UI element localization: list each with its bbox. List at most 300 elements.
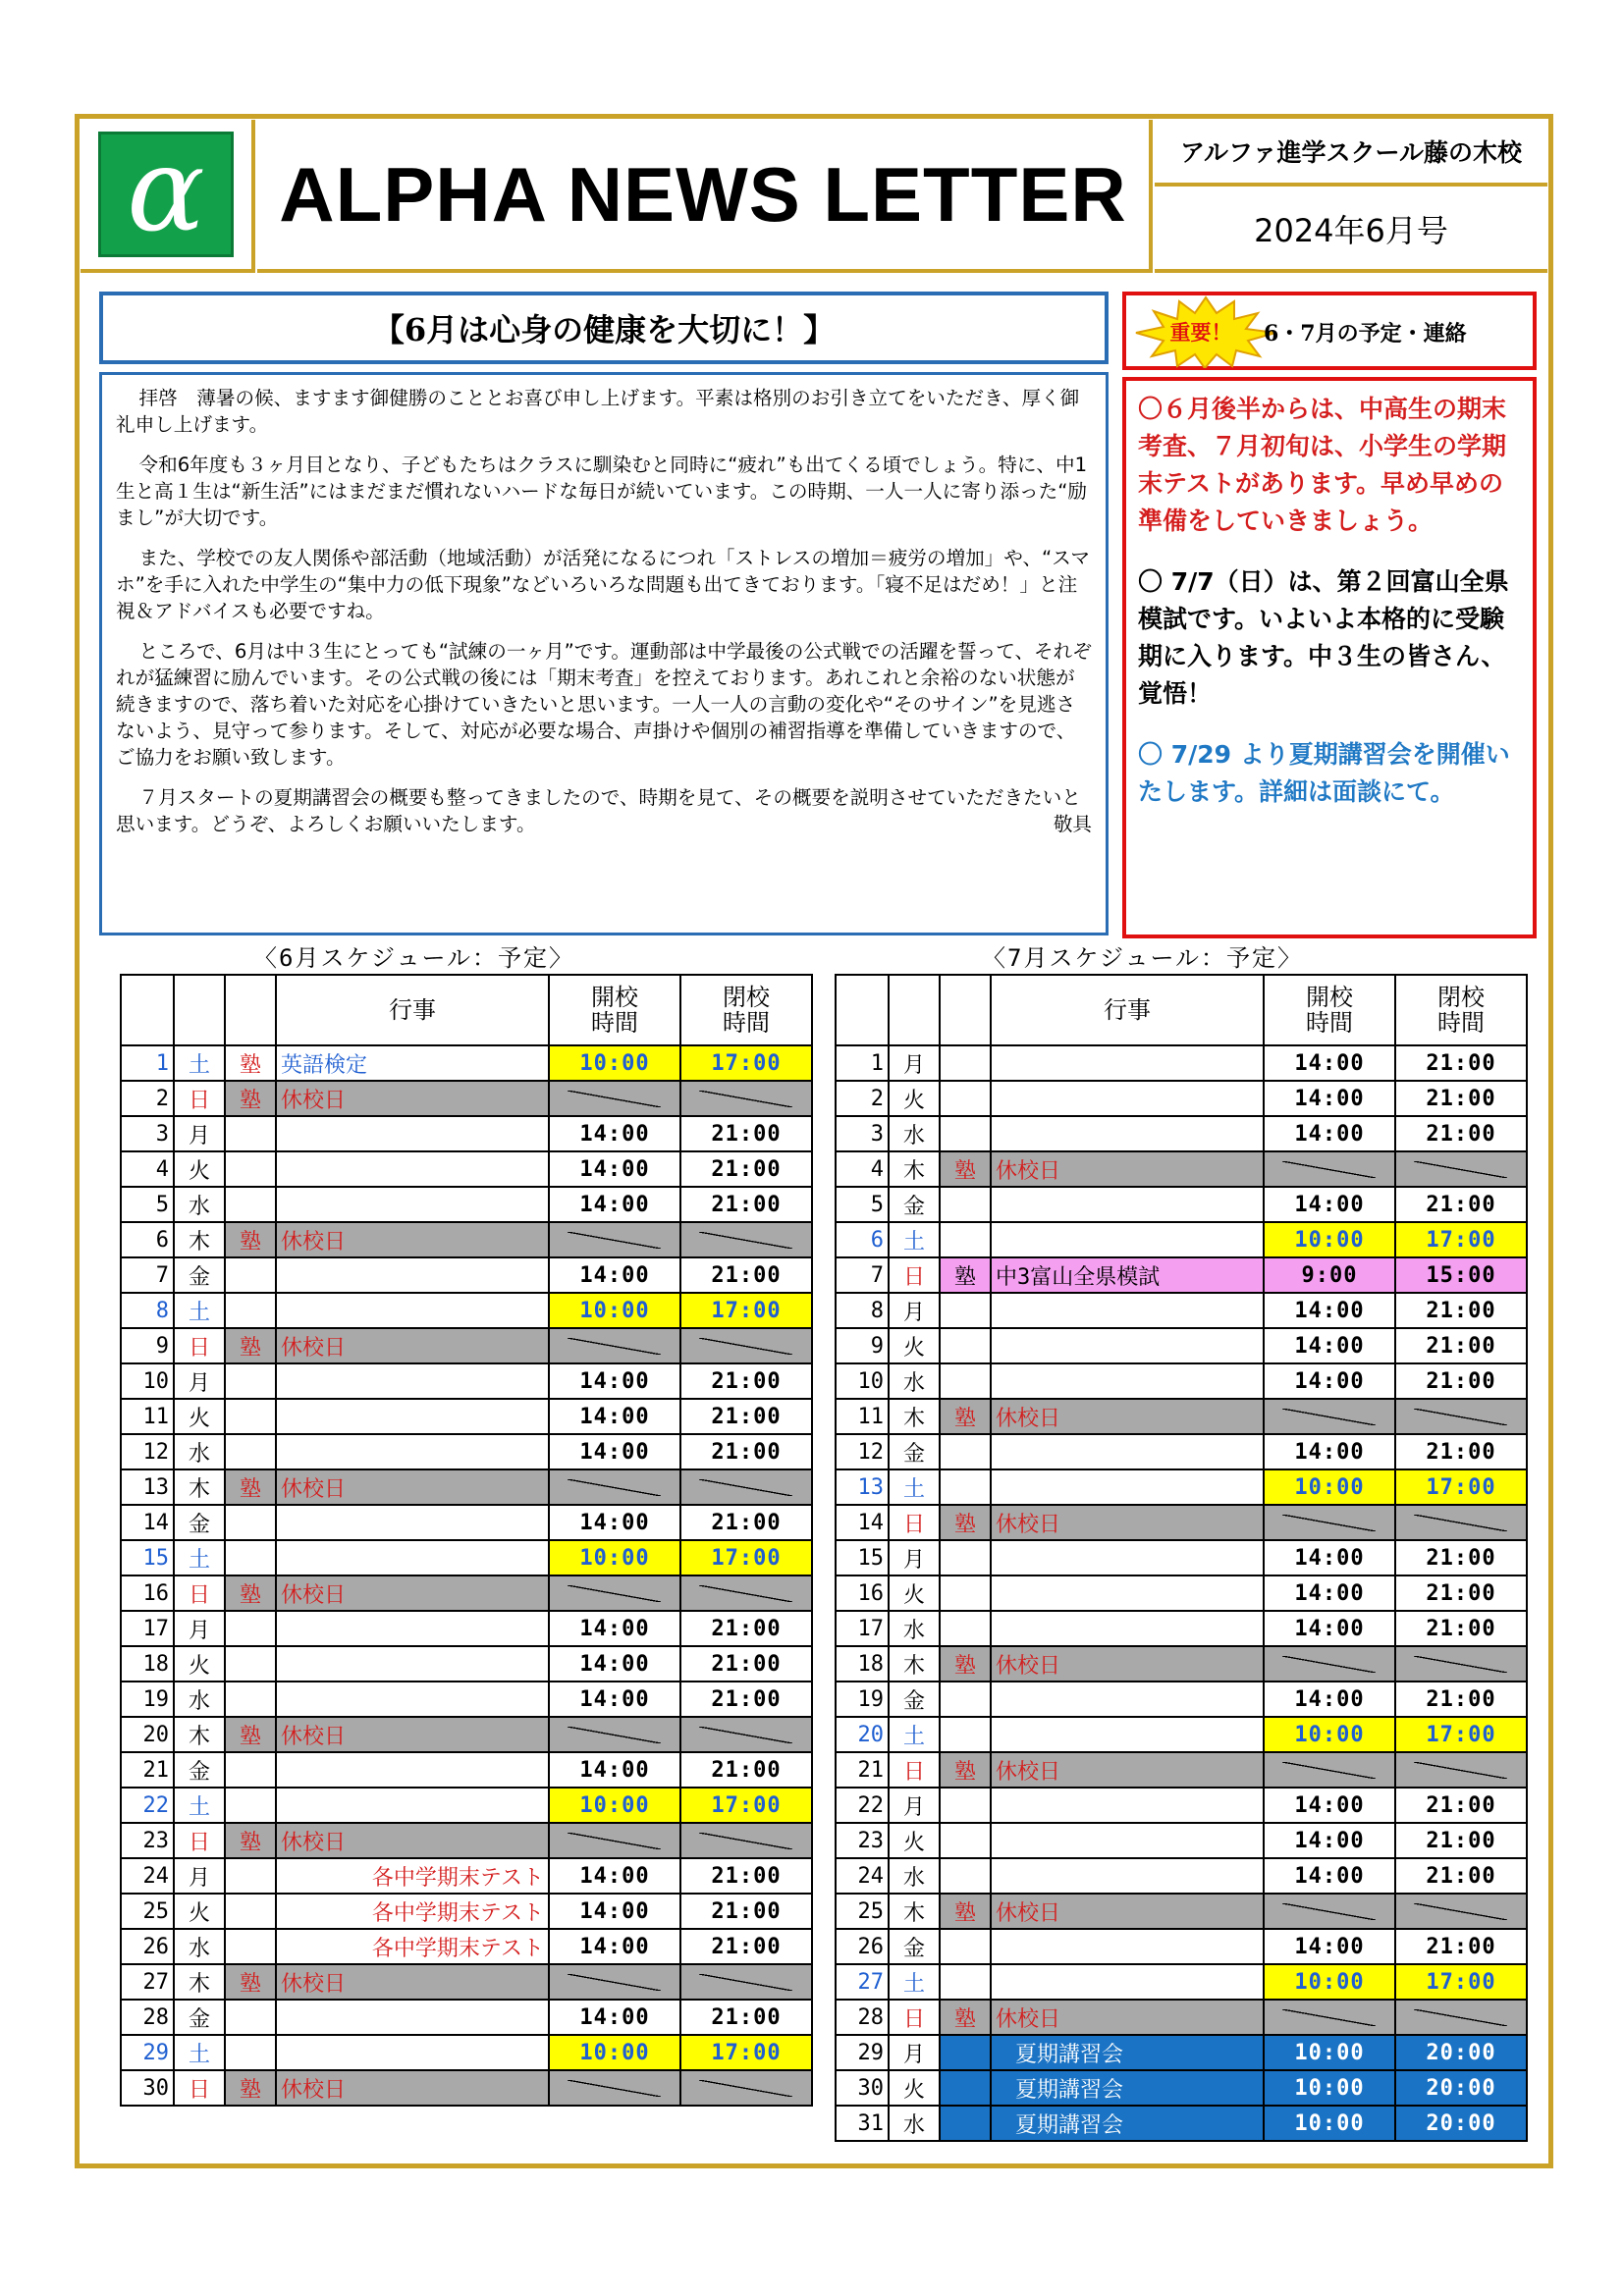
event-cell [276, 1257, 549, 1293]
event-cell: 休校日 [276, 2070, 549, 2106]
weekday-cell: 金 [174, 1505, 225, 1540]
title-cell [257, 120, 1153, 273]
close-time-cell: 21:00 [680, 1151, 812, 1187]
close-time-cell [1395, 1894, 1527, 1929]
table-row [836, 1116, 1527, 1151]
close-time-cell [680, 2070, 812, 2106]
table-row [121, 1929, 812, 1964]
day-cell: 10 [121, 1363, 174, 1399]
day-cell: 17 [836, 1611, 889, 1646]
juku-cell [940, 1611, 991, 1646]
event-cell: 休校日 [276, 1081, 549, 1116]
table-row [836, 1328, 1527, 1363]
event-cell: 休校日 [991, 1752, 1264, 1788]
table-row [836, 1964, 1527, 2000]
day-cell: 28 [836, 2000, 889, 2035]
juku-cell [225, 1434, 276, 1469]
close-time-cell: 21:00 [1395, 1823, 1527, 1858]
juku-cell [225, 1257, 276, 1293]
day-cell: 11 [121, 1399, 174, 1434]
juku-cell [225, 1929, 276, 1964]
close-time-cell: 21:00 [1395, 1116, 1527, 1151]
weekday-cell: 土 [174, 1293, 225, 1328]
open-time-cell: 14:00 [549, 2000, 680, 2035]
event-cell: 休校日 [276, 1823, 549, 1858]
table-row [836, 1363, 1527, 1399]
close-time-cell: 17:00 [680, 1540, 812, 1575]
table-row [836, 2106, 1527, 2141]
table-row [836, 1469, 1527, 1505]
weekday-cell: 月 [889, 1045, 940, 1081]
table-row [836, 1858, 1527, 1894]
juku-cell: 塾 [225, 1081, 276, 1116]
day-cell: 1 [836, 1045, 889, 1081]
juku-cell [940, 1964, 991, 2000]
open-time-cell: 14:00 [1264, 1611, 1395, 1646]
juku-cell [940, 1328, 991, 1363]
event-cell: 英語検定 [276, 1045, 549, 1081]
weekday-cell: 土 [174, 1788, 225, 1823]
open-time-cell: 14:00 [1264, 1293, 1395, 1328]
weekday-cell: 木 [174, 1717, 225, 1752]
open-time-cell: 14:00 [549, 1116, 680, 1151]
juku-cell [940, 1717, 991, 1752]
juku-cell: 塾 [940, 1752, 991, 1788]
day-cell: 3 [836, 1116, 889, 1151]
close-time-cell: 21:00 [680, 1399, 812, 1434]
day-cell: 28 [121, 2000, 174, 2035]
day-cell: 25 [121, 1894, 174, 1929]
closing-word: 敬具 [1053, 813, 1092, 835]
header-event: 行事 [276, 975, 549, 1045]
event-cell [276, 1611, 549, 1646]
weekday-cell: 金 [174, 2000, 225, 2035]
table-row [836, 1823, 1527, 1858]
notice-item: 〇６月後半からは、中高生の期末考査、７月初旬は、小学生の学期末テストがあります。早め早めの準備をしていきましょう。 [1138, 395, 1507, 535]
weekday-cell: 火 [174, 1894, 225, 1929]
table-row [121, 2070, 812, 2106]
table-row [836, 2070, 1527, 2106]
weekday-cell: 日 [889, 2000, 940, 2035]
close-time-cell: 21:00 [1395, 1363, 1527, 1399]
day-cell: 5 [836, 1187, 889, 1222]
table-row [121, 2000, 812, 2035]
weekday-cell: 土 [889, 1717, 940, 1752]
event-cell [991, 1858, 1264, 1894]
open-time-cell: 10:00 [549, 1293, 680, 1328]
juku-cell [940, 1575, 991, 1611]
weekday-cell: 火 [889, 1081, 940, 1116]
event-cell [276, 1505, 549, 1540]
juku-cell [940, 2070, 991, 2106]
day-cell: 29 [836, 2035, 889, 2070]
open-time-cell: 14:00 [549, 1399, 680, 1434]
event-cell [991, 1575, 1264, 1611]
close-time-cell: 17:00 [1395, 1717, 1527, 1752]
open-time-cell: 14:00 [1264, 1929, 1395, 1964]
juku-cell: 塾 [225, 1469, 276, 1505]
open-time-cell: 14:00 [1264, 1116, 1395, 1151]
event-cell: 休校日 [991, 1646, 1264, 1682]
day-cell: 13 [836, 1469, 889, 1505]
juku-cell [225, 1363, 276, 1399]
day-cell: 7 [121, 1257, 174, 1293]
juku-cell [940, 2106, 991, 2141]
juku-cell [225, 1788, 276, 1823]
weekday-cell: 水 [174, 1682, 225, 1717]
header-weekday [889, 975, 940, 1045]
july-schedule-table [835, 974, 1528, 2142]
day-cell: 12 [121, 1434, 174, 1469]
weekday-cell: 日 [174, 2070, 225, 2106]
close-time-cell: 15:00 [1395, 1257, 1527, 1293]
juku-cell: 塾 [225, 1045, 276, 1081]
close-time-cell [1395, 1505, 1527, 1540]
event-cell [991, 1222, 1264, 1257]
close-time-cell: 21:00 [680, 1646, 812, 1682]
close-time-cell: 20:00 [1395, 2070, 1527, 2106]
close-time-cell [680, 1469, 812, 1505]
june-schedule-table [120, 974, 813, 2107]
table-row [121, 1964, 812, 2000]
event-cell: 夏期講習会 [991, 2035, 1264, 2070]
day-cell: 22 [836, 1788, 889, 1823]
notice-item: 〇 7/7（日）は、第２回富山全県模試です。いよいよ本格的に受験期に入ります。中３生の皆さん、覚悟！ [1138, 567, 1509, 708]
close-time-cell: 21:00 [1395, 1293, 1527, 1328]
event-cell [991, 1540, 1264, 1575]
juku-cell [225, 1399, 276, 1434]
logo-cell [81, 120, 255, 273]
day-cell: 23 [121, 1823, 174, 1858]
header-juku [940, 975, 991, 1045]
open-time-cell: 10:00 [1264, 1469, 1395, 1505]
juku-cell: 塾 [940, 1399, 991, 1434]
close-time-cell: 17:00 [1395, 1964, 1527, 2000]
day-cell: 27 [836, 1964, 889, 2000]
day-cell: 3 [121, 1116, 174, 1151]
open-time-cell: 14:00 [549, 1151, 680, 1187]
table-row [836, 1399, 1527, 1434]
open-time-cell [549, 1575, 680, 1611]
close-time-cell [1395, 1399, 1527, 1434]
close-time-cell [1395, 1752, 1527, 1788]
article-title: 【6月は心身の健康を大切に！】 [99, 292, 1109, 364]
event-cell [276, 1363, 549, 1399]
close-time-cell: 21:00 [1395, 1611, 1527, 1646]
close-time-cell: 21:00 [680, 1682, 812, 1717]
event-cell [276, 1187, 549, 1222]
open-time-cell: 14:00 [549, 1858, 680, 1894]
day-cell: 21 [836, 1752, 889, 1788]
close-time-cell: 21:00 [1395, 1434, 1527, 1469]
weekday-cell: 水 [889, 2106, 940, 2141]
weekday-cell: 木 [889, 1151, 940, 1187]
open-time-cell: 14:00 [549, 1929, 680, 1964]
table-row [121, 1116, 812, 1151]
open-time-cell: 10:00 [1264, 1222, 1395, 1257]
open-time-cell [1264, 1894, 1395, 1929]
table-row [836, 1187, 1527, 1222]
weekday-cell: 火 [174, 1151, 225, 1187]
day-cell: 20 [836, 1717, 889, 1752]
juku-cell [940, 1222, 991, 1257]
day-cell: 5 [121, 1187, 174, 1222]
table-row [836, 1045, 1527, 1081]
article-paragraph [116, 784, 1092, 837]
notice-header [1122, 292, 1537, 370]
weekday-cell: 金 [889, 1682, 940, 1717]
table-row [121, 1611, 812, 1646]
day-cell: 27 [121, 1964, 174, 2000]
header-weekday [174, 975, 225, 1045]
day-cell: 18 [836, 1646, 889, 1682]
event-cell: 休校日 [991, 2000, 1264, 2035]
weekday-cell: 月 [889, 1540, 940, 1575]
header-day [121, 975, 174, 1045]
day-cell: 8 [121, 1293, 174, 1328]
table-row [836, 1293, 1527, 1328]
table-row [121, 1293, 812, 1328]
table-row [836, 1434, 1527, 1469]
day-cell: 9 [836, 1328, 889, 1363]
weekday-cell: 月 [889, 1788, 940, 1823]
open-time-cell [549, 1964, 680, 2000]
weekday-cell: 月 [174, 1116, 225, 1151]
day-cell: 7 [836, 1257, 889, 1293]
juku-cell [225, 1894, 276, 1929]
close-time-cell: 21:00 [680, 1894, 812, 1929]
event-cell [276, 1434, 549, 1469]
event-cell [991, 1788, 1264, 1823]
open-time-cell: 10:00 [1264, 1964, 1395, 2000]
event-cell: 休校日 [991, 1399, 1264, 1434]
weekday-cell: 火 [174, 1399, 225, 1434]
close-time-cell: 17:00 [1395, 1222, 1527, 1257]
weekday-cell: 金 [889, 1929, 940, 1964]
event-cell: 各中学期末テスト [276, 1929, 549, 1964]
day-cell: 1 [121, 1045, 174, 1081]
day-cell: 2 [121, 1081, 174, 1116]
weekday-cell: 土 [174, 1540, 225, 1575]
weekday-cell: 水 [174, 1187, 225, 1222]
close-time-cell [680, 1964, 812, 2000]
table-row [121, 1328, 812, 1363]
article-paragraph: また、学校での友人関係や部活動（地域活動）が活発になるにつれ「ストレスの増加＝疲労の増加」や、“スマホ”を手に入れた中学生の“集中力の低下現象”などいろいろな問題も出てきております。「寝不足はだめ！」と注視＆アドバイスも必要ですね。 [116, 547, 1090, 622]
close-time-cell [1395, 2000, 1527, 2035]
day-cell: 29 [121, 2035, 174, 2070]
day-cell: 14 [121, 1505, 174, 1540]
day-cell: 13 [121, 1469, 174, 1505]
table-row [836, 1257, 1527, 1293]
juku-cell [940, 1858, 991, 1894]
day-cell: 16 [121, 1575, 174, 1611]
close-time-cell: 21:00 [1395, 1045, 1527, 1081]
day-cell: 21 [121, 1752, 174, 1788]
close-time-cell: 21:00 [1395, 1540, 1527, 1575]
table-row [836, 1222, 1527, 1257]
table-row [121, 1399, 812, 1434]
juku-cell [225, 1151, 276, 1187]
header-open-time: 開校 時間 [549, 975, 680, 1045]
event-cell [276, 1116, 549, 1151]
day-cell: 15 [836, 1540, 889, 1575]
day-cell: 22 [121, 1788, 174, 1823]
weekday-cell: 水 [174, 1434, 225, 1469]
alpha-logo [98, 122, 234, 257]
day-cell: 23 [836, 1823, 889, 1858]
day-cell: 4 [121, 1151, 174, 1187]
close-time-cell: 21:00 [680, 1858, 812, 1894]
juku-cell: 塾 [225, 1717, 276, 1752]
table-row [836, 1682, 1527, 1717]
event-cell [991, 1293, 1264, 1328]
weekday-cell: 日 [174, 1575, 225, 1611]
event-cell [991, 1187, 1264, 1222]
close-time-cell: 21:00 [680, 1363, 812, 1399]
close-time-cell [680, 1081, 812, 1116]
weekday-cell: 火 [889, 1328, 940, 1363]
table-row [121, 2035, 812, 2070]
day-cell: 4 [836, 1151, 889, 1187]
article-paragraph-text: ７月スタートの夏期講習会の概要も整ってきましたので、時期を見て、その概要を説明させていただきたいと思います。どうぞ、よろしくお願いいたします。 [116, 786, 1081, 835]
juku-cell [940, 1469, 991, 1505]
newsletter-title: ALPHA NEWS LETTER [279, 150, 1127, 238]
close-time-cell: 21:00 [680, 1611, 812, 1646]
event-cell [276, 1646, 549, 1682]
table-row [121, 1858, 812, 1894]
weekday-cell: 金 [174, 1257, 225, 1293]
notice-body [1122, 377, 1537, 938]
close-time-cell: 21:00 [1395, 1187, 1527, 1222]
weekday-cell: 土 [889, 1469, 940, 1505]
open-time-cell: 14:00 [549, 1505, 680, 1540]
open-time-cell: 10:00 [549, 1788, 680, 1823]
event-cell: 各中学期末テスト [276, 1894, 549, 1929]
open-time-cell: 14:00 [1264, 1575, 1395, 1611]
juku-cell: 塾 [940, 1151, 991, 1187]
day-cell: 15 [121, 1540, 174, 1575]
event-cell: 休校日 [991, 1505, 1264, 1540]
weekday-cell: 月 [174, 1363, 225, 1399]
juku-cell [225, 1187, 276, 1222]
table-row [121, 1752, 812, 1788]
juku-cell [940, 1434, 991, 1469]
table-row [836, 2000, 1527, 2035]
juku-cell: 塾 [940, 1894, 991, 1929]
open-time-cell: 9:00 [1264, 1257, 1395, 1293]
open-time-cell [1264, 1151, 1395, 1187]
day-cell: 12 [836, 1434, 889, 1469]
weekday-cell: 月 [889, 1293, 940, 1328]
table-row [836, 1646, 1527, 1682]
day-cell: 24 [121, 1858, 174, 1894]
event-cell [991, 1611, 1264, 1646]
open-time-cell: 14:00 [549, 1894, 680, 1929]
event-cell: 夏期講習会 [991, 2070, 1264, 2106]
weekday-cell: 月 [174, 1858, 225, 1894]
school-name: アルファ進学スクール藤の木校 [1155, 120, 1547, 187]
day-cell: 14 [836, 1505, 889, 1540]
weekday-cell: 木 [889, 1646, 940, 1682]
open-time-cell: 14:00 [1264, 1434, 1395, 1469]
table-row [121, 1434, 812, 1469]
close-time-cell: 21:00 [680, 1116, 812, 1151]
day-cell: 17 [121, 1611, 174, 1646]
juku-cell [225, 1682, 276, 1717]
issue-date: 2024年6月号 [1155, 188, 1547, 273]
weekday-cell: 木 [889, 1399, 940, 1434]
open-time-cell: 14:00 [549, 1682, 680, 1717]
important-badge: 重要！ [1169, 321, 1232, 345]
juku-cell [940, 1116, 991, 1151]
weekday-cell: 水 [889, 1858, 940, 1894]
juku-cell [940, 1363, 991, 1399]
close-time-cell: 17:00 [680, 1293, 812, 1328]
event-cell [991, 1469, 1264, 1505]
event-cell: 休校日 [991, 1894, 1264, 1929]
article-body [99, 372, 1109, 935]
open-time-cell: 14:00 [549, 1257, 680, 1293]
weekday-cell: 日 [174, 1328, 225, 1363]
event-cell: 各中学期末テスト [276, 1858, 549, 1894]
open-time-cell: 10:00 [549, 2035, 680, 2070]
table-row [836, 1611, 1527, 1646]
open-time-cell: 14:00 [1264, 1328, 1395, 1363]
juku-cell [225, 1116, 276, 1151]
july-caption: 〈7月スケジュール：予定〉 [982, 944, 1304, 972]
open-time-cell [1264, 1646, 1395, 1682]
juku-cell: 塾 [225, 2070, 276, 2106]
juku-cell [940, 2035, 991, 2070]
weekday-cell: 木 [174, 1222, 225, 1257]
event-cell [276, 1399, 549, 1434]
day-cell: 11 [836, 1399, 889, 1434]
article-paragraph: ところで、6月は中３生にとっても“試練の一ヶ月”です。運動部は中学最後の公式戦での活躍を誓って、それぞれが猛練習に励んでいます。その公式戦の後には「期末考査」を控えております。あれこれと余裕のない状態が続きますので、落ち着いた対応を心掛けていきたいと思います。一人一人の言動の変化や“そのサイン”を見逃さないよう、見守って参ります。そして、対応が必要な場合、声掛けや個別の補習指導を準備していきますので、ご協力をお願い致します。 [116, 640, 1092, 769]
day-cell: 19 [121, 1682, 174, 1717]
event-cell [991, 1081, 1264, 1116]
table-row [121, 1469, 812, 1505]
close-time-cell [680, 1575, 812, 1611]
event-cell [991, 1363, 1264, 1399]
open-time-cell [549, 1823, 680, 1858]
close-time-cell: 17:00 [1395, 1469, 1527, 1505]
open-time-cell: 10:00 [549, 1045, 680, 1081]
day-cell: 9 [121, 1328, 174, 1363]
close-time-cell: 21:00 [1395, 1682, 1527, 1717]
close-time-cell [680, 1328, 812, 1363]
open-time-cell [1264, 2000, 1395, 2035]
event-cell: 休校日 [276, 1222, 549, 1257]
day-cell: 16 [836, 1575, 889, 1611]
weekday-cell: 木 [889, 1894, 940, 1929]
close-time-cell: 21:00 [680, 1929, 812, 1964]
table-row [121, 1682, 812, 1717]
juku-cell [940, 1045, 991, 1081]
open-time-cell: 14:00 [1264, 1823, 1395, 1858]
juku-cell: 塾 [940, 1257, 991, 1293]
open-time-cell: 10:00 [1264, 2106, 1395, 2141]
alpha-logo-glyph: α [127, 122, 205, 257]
close-time-cell: 21:00 [1395, 1929, 1527, 1964]
event-cell: 休校日 [276, 1964, 549, 2000]
table-row [836, 1081, 1527, 1116]
open-time-cell: 14:00 [549, 1434, 680, 1469]
close-time-cell: 21:00 [1395, 1575, 1527, 1611]
day-cell: 25 [836, 1894, 889, 1929]
event-cell: 中3富山全県模試 [991, 1257, 1264, 1293]
table-row [836, 1540, 1527, 1575]
open-time-cell [549, 2070, 680, 2106]
